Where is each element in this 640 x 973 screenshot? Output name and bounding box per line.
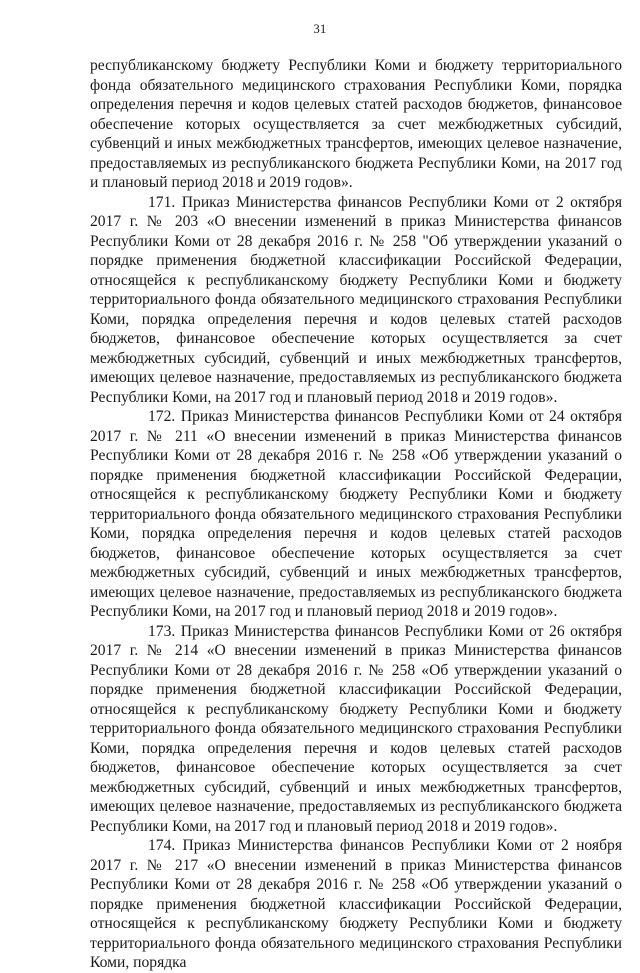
document-body	[90, 56, 622, 973]
paragraph-item-172: 172. Приказ Министерства финансов Республики Коми от 24 октября 2017 г. № 211 «О внесении изменений в приказ Министерства финансов Республики Коми от 28 декабря 2016 г. № 258 «Об утверждении указаний о порядке применения бюджетной классификации Российской Федерации, относящейся к республиканскому бюджету Республики Коми и бюджету территориального фонда обязательного медицинского страхования Республики Коми, порядка определения перечня и кодов целевых статей расходов бюджетов, финансовое обеспечение которых осуществляется за счет межбюджетных субсидий, субвенций и иных межбюджетных трансфертов, имеющих целевое назначение, предоставляемых из республиканского бюджета Республики Коми, на 2017 год и плановый период 2018 и 2019 годов».	[90, 408, 622, 620]
paragraph-item-173: 173. Приказ Министерства финансов Республики Коми от 26 октября 2017 г. № 214 «О внесении изменений в приказ Министерства финансов Республики Коми от 28 декабря 2016 г. № 258 «Об утверждении указаний о порядке применения бюджетной классификации Российской Федерации, относящейся к республиканскому бюджету Республики Коми и бюджету территориального фонда обязательного медицинского страхования Республики Коми, порядка определения перечня и кодов целевых статей расходов бюджетов, финансовое обеспечение которых осуществляется за счет межбюджетных субсидий, субвенций и иных межбюджетных трансфертов, имеющих целевое назначение, предоставляемых из республиканского бюджета Республики Коми, на 2017 год и плановый период 2018 и 2019 годов».	[90, 622, 622, 835]
paragraph-continuation: республиканскому бюджету Республики Коми и бюджету территориального фонда обязательного медицинского страхования Республики Коми, порядка определения перечня и кодов целевых статей расходов бюджетов, финансовое обеспечение которых осуществляется за счет межбюджетных субсидий, субвенций и иных межбюджетных трансфертов, имеющих целевое назначение, предоставляемых из республиканского бюджета Республики Коми, на 2017 год и плановый период 2018 и 2019 годов».	[90, 57, 622, 191]
paragraph-item-174: 174. Приказ Министерства финансов Республики Коми от 2 ноября 2017 г. № 217 «О внесении изменений в приказ Министерства финансов Республики Коми от 28 декабря 2016 г. № 258 «Об утверждении указаний о порядке применения бюджетной классификации Российской Федерации, относящейся к республиканскому бюджету Республики Коми и бюджету территориального фонда обязательного медицинского страхования Республики Коми, порядка	[90, 837, 622, 971]
page-number: 31	[313, 22, 327, 36]
paragraph-item-171: 171. Приказ Министерства финансов Республики Коми от 2 октября 2017 г. № 203 «О внесении изменений в приказ Министерства финансов Республики Коми от 28 декабря 2016 г. № 258 "Об утверждении указаний о порядке применения бюджетной классификации Российской Федерации, относящейся к республиканскому бюджету Республики Коми и бюджету территориального фонда обязательного медицинского страхования Республики Коми, порядка определения перечня и кодов целевых статей расходов бюджетов, финансовое обеспечение которых осуществляется за счет межбюджетных субсидий, субвенций и иных межбюджетных трансфертов, имеющих целевое назначение, предоставляемых из республиканского бюджета Республики Коми, на 2017 год и плановый период 2018 и 2019 годов».	[90, 193, 622, 406]
